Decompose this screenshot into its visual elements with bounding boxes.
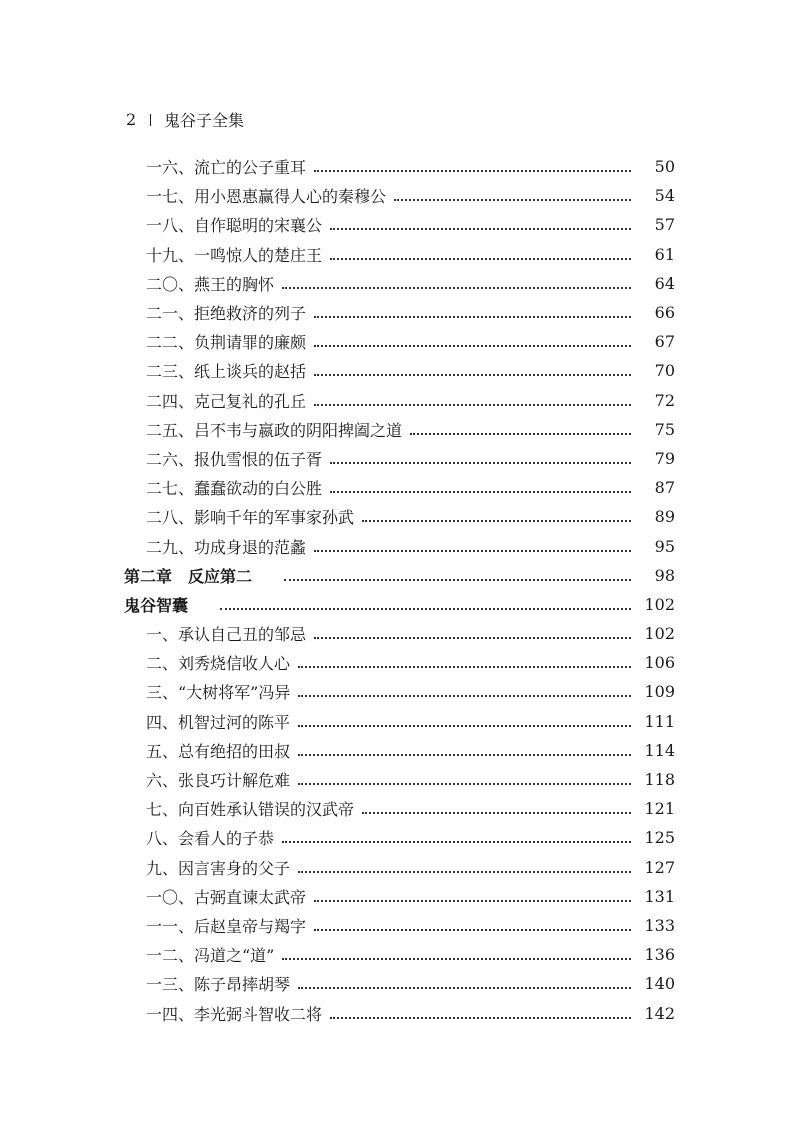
dot-leader [394,198,631,201]
dot-leader [362,811,631,814]
toc-entry [0,823,800,852]
toc-entry-title: 二八、影响千年的军事家孙武 [146,508,355,528]
toc-entry-page: 114 [644,740,675,760]
dot-leader [314,315,631,318]
toc-entry-page: 75 [654,419,675,439]
toc-entry-title: 二〇、燕王的胸怀 [146,274,275,294]
toc-entry [0,181,800,210]
dot-leader [314,636,631,639]
toc-entry-page: 102 [644,594,675,614]
toc-entry [0,998,800,1027]
toc-entry-title: 二九、功成身退的范蠡 [146,537,307,557]
dot-leader [298,724,631,727]
dot-leader [330,461,631,464]
toc-entry-title: 二七、蠢蠢欲动的白公胜 [146,479,323,499]
toc-entry-title: 一八、自作聪明的宋襄公 [146,216,323,236]
toc-entry [0,356,800,385]
dot-leader [410,432,631,435]
toc-entry-page: 79 [654,448,675,468]
dot-leader [298,665,631,668]
page-number: 2 [126,110,137,129]
toc-chapter-entry [0,561,800,590]
toc-entry-page: 87 [654,478,675,498]
dot-leader [330,1016,631,1019]
toc-entry-title: 二、刘秀烧信收人心 [146,654,291,674]
toc-entry-title: 一四、李光弼斗智收二将 [146,1004,323,1024]
toc-entry-page: 72 [654,390,675,410]
toc-entry-page: 67 [654,332,675,352]
toc-entry-title: 一、承认自己丑的邹忌 [146,625,307,645]
toc-entry-title: 一二、冯道之“道” [146,946,275,966]
dot-leader [362,519,631,522]
toc-entry-page: 136 [644,945,675,965]
toc-entry-page: 54 [654,186,675,206]
toc-entry-page: 127 [644,857,675,877]
toc-entry [0,444,800,473]
toc-entry [0,473,800,502]
toc-entry [0,969,800,998]
toc-entry [0,765,800,794]
toc-entry [0,648,800,677]
dot-leader [314,373,631,376]
dot-leader [284,578,631,581]
toc-entry-title: 一六、流亡的公子重耳 [146,158,307,178]
toc-entry-title: 七、向百姓承认错误的汉武帝 [146,800,355,820]
toc-entry-title: 三、“大树将军”冯异 [146,683,291,703]
table-of-contents [0,152,800,1028]
toc-entry-title: 二二、负荆请罪的廉颇 [146,333,307,353]
toc-entry [0,853,800,882]
toc-entry-page: 61 [654,244,675,264]
dot-leader [314,344,631,347]
toc-entry-title: 一七、用小恩惠赢得人心的秦穆公 [146,187,387,207]
toc-entry-title: 二一、拒绝救济的列子 [146,304,307,324]
header-divider [150,114,151,126]
toc-entry-title: 鬼谷智囊 [124,595,189,615]
toc-entry [0,736,800,765]
dot-leader [298,986,631,989]
toc-entry-page: 95 [654,536,675,556]
toc-entry-page: 89 [654,507,675,527]
toc-entry-title: 十九、一鸣惊人的楚庄王 [146,245,323,265]
toc-entry-title: 二四、克己复礼的孔丘 [146,391,307,411]
toc-entry-title: 八、会看人的子恭 [146,829,275,849]
toc-entry-title: 九、因言害身的父子 [146,858,291,878]
toc-entry-title: 二六、报仇雪恨的伍子胥 [146,449,323,469]
toc-entry-page: 70 [654,361,675,381]
dot-leader [298,753,631,756]
dot-leader [298,694,631,697]
toc-entry-page: 140 [644,974,675,994]
toc-entry-title: 一三、陈子昂摔胡琴 [146,975,291,995]
dot-leader [314,928,631,931]
toc-entry-page: 98 [654,565,675,585]
dot-leader [298,870,631,873]
dot-leader [330,227,631,230]
toc-entry-title: 二三、纸上谈兵的赵括 [146,362,307,382]
book-title: 鬼谷子全集 [164,111,245,130]
toc-entry [0,677,800,706]
dot-leader [282,957,631,960]
toc-entry-title: 六、张良巧计解危难 [146,771,291,791]
toc-entry [0,298,800,327]
toc-entry [0,386,800,415]
dot-leader [314,169,631,172]
toc-chapter-entry [0,590,800,619]
dot-leader [220,607,631,610]
dot-leader [298,782,631,785]
toc-entry-page: 142 [644,1003,675,1023]
toc-entry-page: 121 [644,799,675,819]
toc-entry [0,152,800,181]
dot-leader [314,899,631,902]
toc-entry [0,531,800,560]
dot-leader [330,490,631,493]
toc-entry-page: 111 [644,711,675,731]
toc-entry [0,619,800,648]
toc-entry [0,269,800,298]
dot-leader [282,840,631,843]
dot-leader [314,403,631,406]
toc-entry-page: 109 [644,682,675,702]
toc-entry [0,707,800,736]
toc-entry-page: 106 [644,653,675,673]
toc-entry [0,327,800,356]
toc-entry [0,210,800,239]
toc-entry [0,502,800,531]
toc-entry-page: 125 [644,828,675,848]
toc-entry [0,415,800,444]
toc-entry-title: 一〇、古弼直谏太武帝 [146,887,307,907]
toc-entry [0,240,800,269]
toc-entry-title: 一一、后赵皇帝与羯字 [146,916,307,936]
toc-entry-page: 50 [654,157,675,177]
dot-leader [314,549,631,552]
toc-entry [0,882,800,911]
toc-entry-title: 五、总有绝招的田叔 [146,741,291,761]
dot-leader [330,257,631,260]
toc-entry-title: 二五、吕不韦与嬴政的阴阳捭阖之道 [146,420,403,440]
toc-entry-page: 133 [644,915,675,935]
toc-entry-page: 131 [644,886,675,906]
toc-entry [0,794,800,823]
toc-entry-page: 102 [644,624,675,644]
toc-entry-title: 第二章 反应第二 [124,566,253,586]
toc-entry-page: 64 [654,273,675,293]
toc-entry-title: 四、机智过河的陈平 [146,712,291,732]
toc-entry-page: 118 [644,770,675,790]
toc-entry-page: 57 [654,215,675,235]
running-header [126,108,244,131]
dot-leader [282,286,631,289]
toc-entry-page: 66 [654,303,675,323]
toc-entry [0,911,800,940]
toc-entry [0,940,800,969]
